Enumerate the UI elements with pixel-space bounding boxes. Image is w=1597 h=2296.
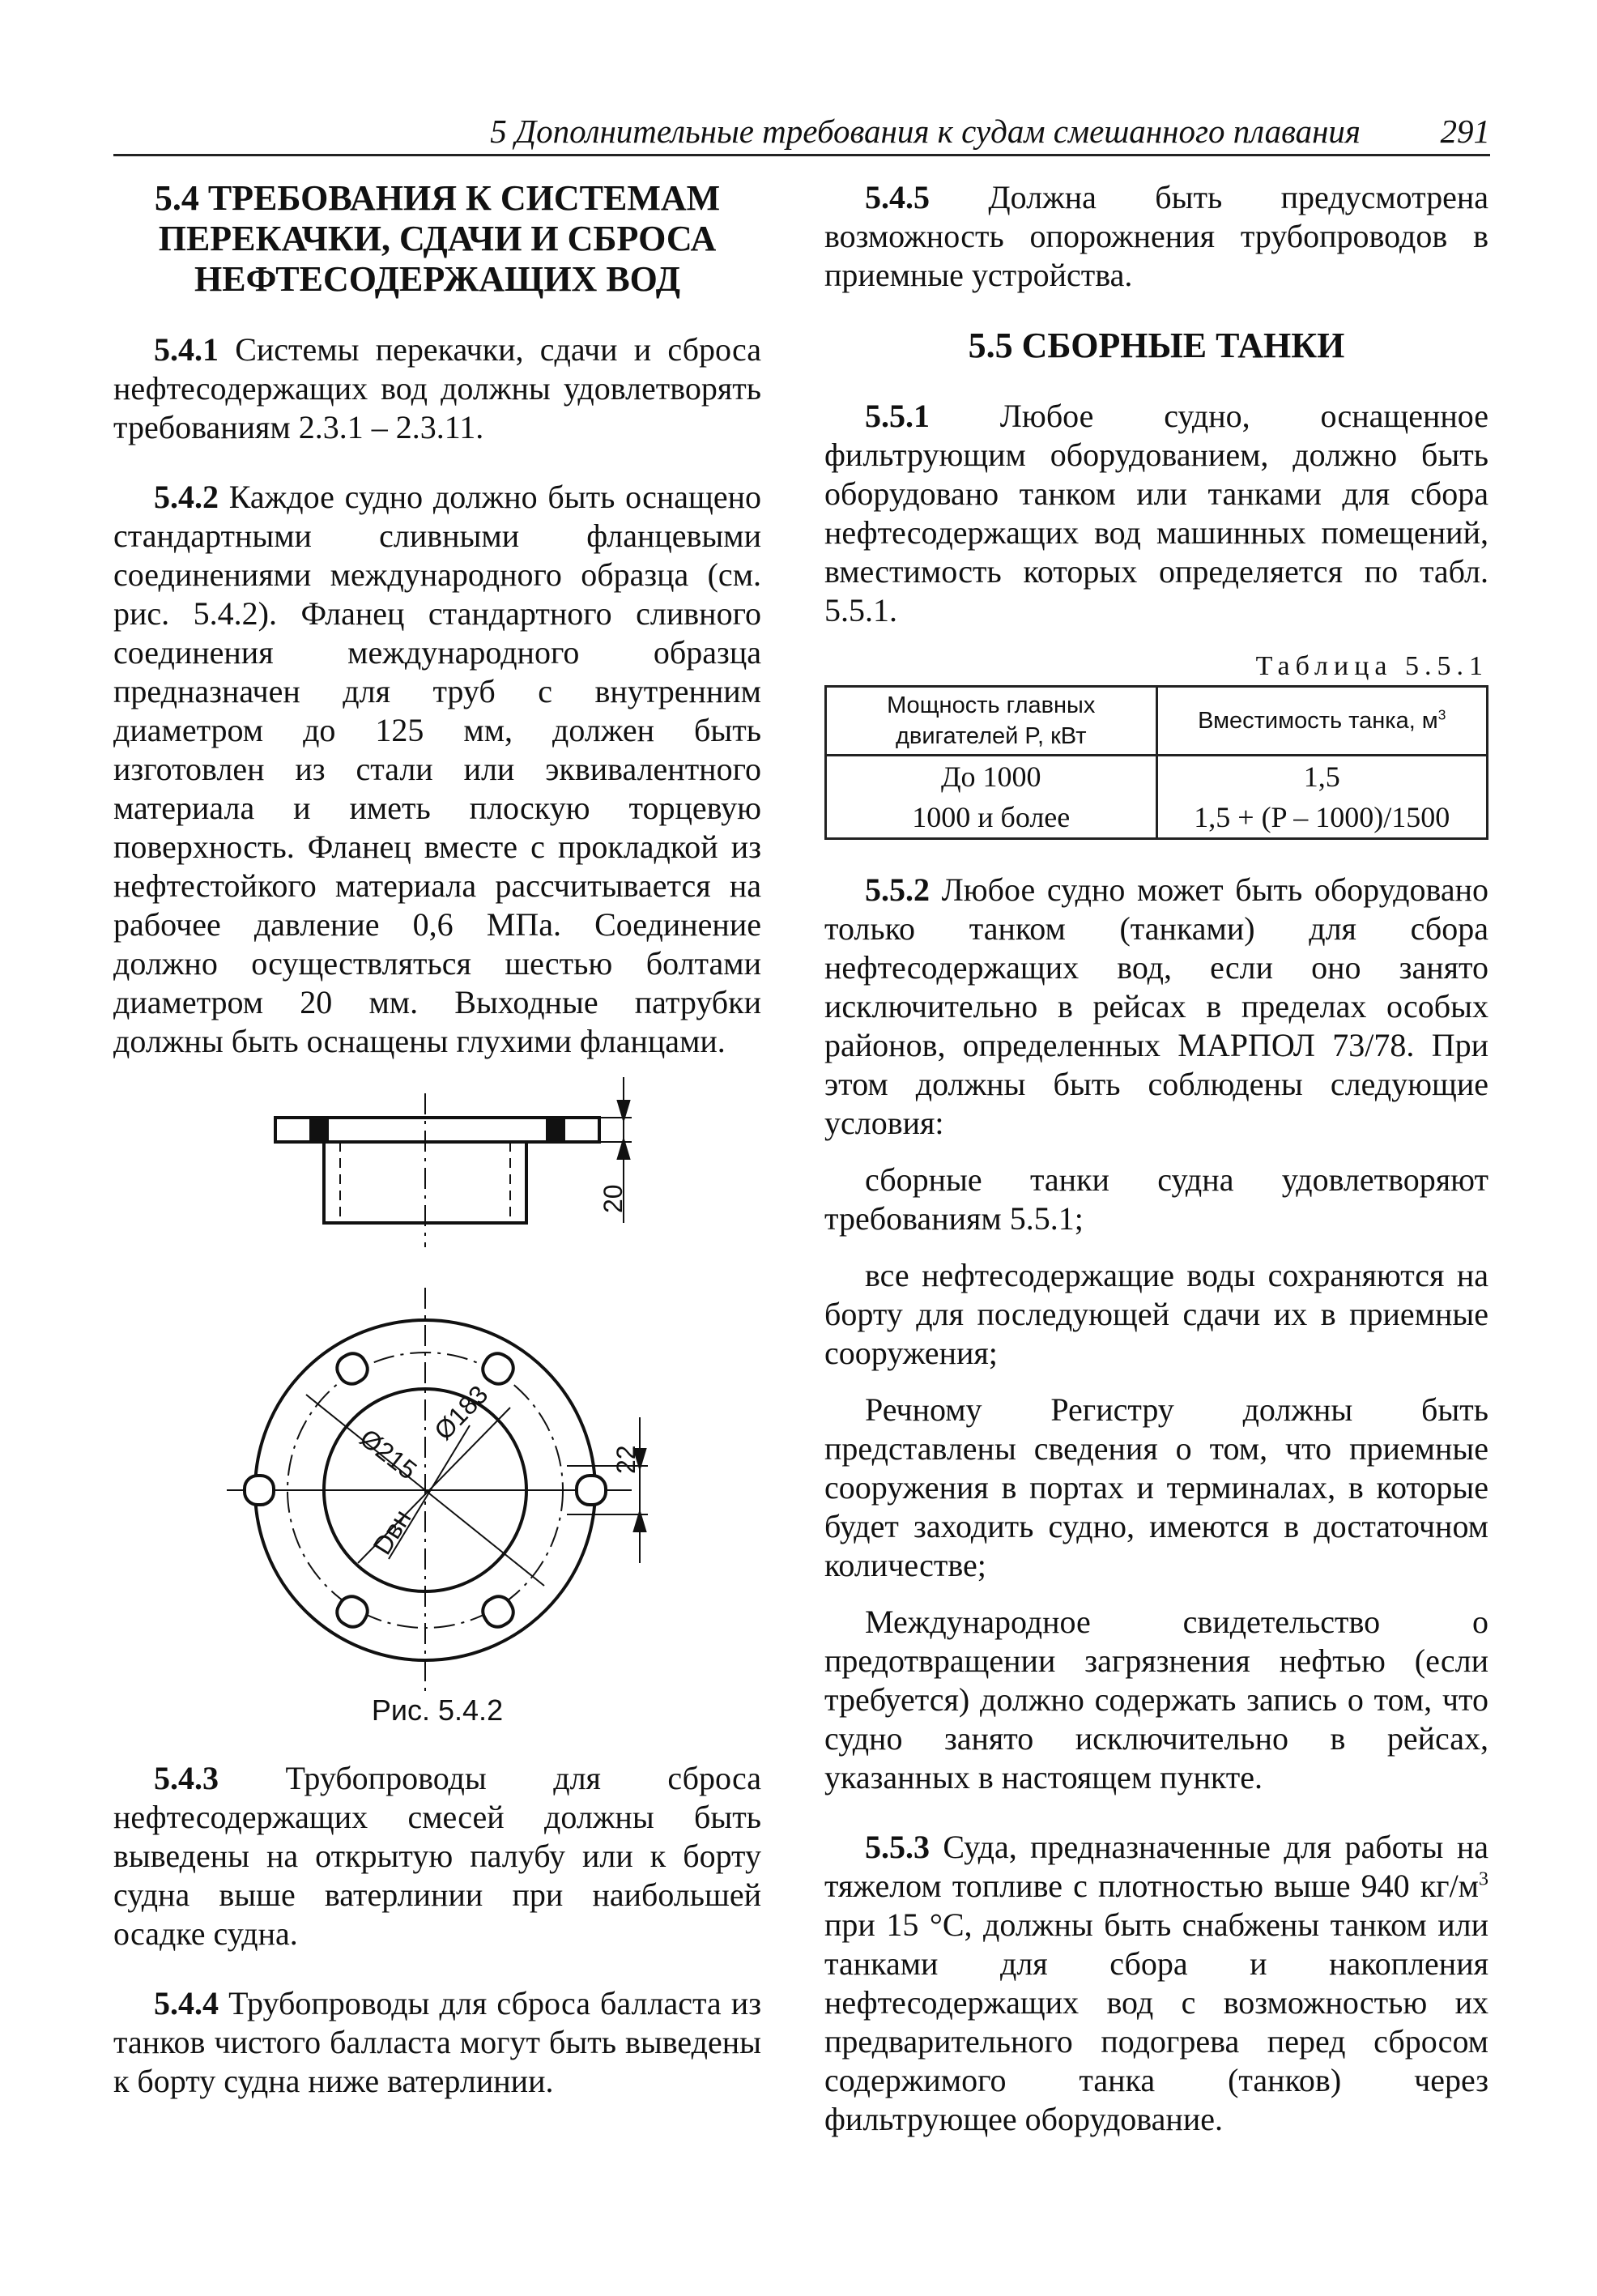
paragraph-text: Каждое судно должно быть оснащено стандартными сливными фланцевыми соединениями международного образца (см. рис. 5.4.2). Фланец стандартного сливного соединения международного образца предназначен для труб с внутренним диаметром до 125 мм, должен быть изготовлен из стали или эквивалентного материала и иметь плоскую торцевую поверхность. Фланец вместе с прокладкой из нефтестойкого материала рассчитывается на рабочее давление 0,6 МПа. Соединение должно осуществляться шестью болтами диаметром 20 мм. Выходные патрубки должны быть оснащены глухими фланцами. bbox=[113, 479, 761, 1059]
table-cell-capacity: 1,5 bbox=[1156, 756, 1488, 798]
dim-arrow bbox=[635, 1514, 645, 1531]
table-header-capacity bbox=[1156, 687, 1488, 756]
dim-arrow bbox=[619, 1142, 628, 1158]
tank-capacity-table bbox=[824, 685, 1488, 840]
paragraph-number: 5.4.2 bbox=[154, 479, 219, 515]
paragraph-number: 5.4.1 bbox=[154, 331, 219, 368]
dim-bolt-circle-label: Ø183 bbox=[428, 1379, 494, 1446]
section-heading-5-5: 5.5 СБОРНЫЕ ТАНКИ bbox=[968, 326, 1345, 365]
bolt-slot bbox=[332, 1348, 372, 1388]
paragraph-text: Суда, предназначенные для работы на тяжелом топливе с плотностью выше 940 кг/м bbox=[824, 1829, 1488, 1904]
dim-slot-label: 22 bbox=[611, 1445, 641, 1474]
paragraph-5-4-5 bbox=[824, 178, 1488, 295]
paragraph-5-5-3 bbox=[824, 1828, 1488, 2139]
header-title: 5 Дополнительные требования к судам смешанного плавания bbox=[490, 113, 1361, 150]
paragraph-5-4-3 bbox=[113, 1759, 761, 1953]
bolt-slot bbox=[245, 1476, 274, 1505]
paragraph-number: 5.5.1 bbox=[865, 398, 930, 434]
paragraph-text: Должна быть предусмотрена возможность опорожнения трубопроводов в приемные устройства. bbox=[824, 179, 1488, 293]
page-number: 291 bbox=[1440, 113, 1490, 150]
header-superscript: 3 bbox=[1437, 706, 1446, 723]
bolt-slot bbox=[478, 1348, 517, 1388]
paragraph-5-4-4 bbox=[113, 1984, 761, 2101]
header-text: Вместимость танка, м bbox=[1198, 708, 1438, 734]
flange-figure bbox=[113, 1061, 761, 1728]
bolt-hole-side-right bbox=[547, 1118, 564, 1142]
paragraph-5-4-2 bbox=[113, 478, 761, 1061]
dim-thickness-label: 20 bbox=[598, 1184, 628, 1213]
paragraph-5-4-1 bbox=[113, 330, 761, 447]
bolt-hole-side-left bbox=[311, 1118, 327, 1142]
paragraph-text: Любое судно может быть оборудовано только танком (танками) для сбора нефтесодержащих вод, если оно занято исключительно в рейсах в пределах особых районов, определенных МАРПОЛ 73/78. При этом должны быть соблюдены следующие условия: bbox=[824, 871, 1488, 1141]
flange-drawing bbox=[113, 1061, 761, 1693]
dim-arrow bbox=[619, 1101, 628, 1118]
section-heading-5-4: 5.4 ТРЕБОВАНИЯ К СИСТЕМАМ ПЕРЕКАЧКИ, СДАЧИ И СБРОСА НЕФТЕСОДЕРЖАЩИХ ВОД bbox=[154, 178, 721, 299]
figure-caption: Рис. 5.4.2 bbox=[371, 1693, 504, 1727]
paragraph-number: 5.4.4 bbox=[154, 1985, 219, 2021]
dim-outer-diameter-label: Ø215 bbox=[354, 1423, 423, 1485]
table-cell-power: До 1000 bbox=[826, 756, 1157, 798]
table-header-power: Мощность главных двигателей P, кВт bbox=[826, 687, 1157, 756]
paragraph-5-5-2 bbox=[824, 871, 1488, 1143]
table-header-row bbox=[826, 687, 1488, 756]
table-title: Таблица 5.5.1 bbox=[1255, 651, 1488, 681]
table-cell-capacity: 1,5 + (P – 1000)/1500 bbox=[1156, 797, 1488, 839]
paragraph-text: Системы перекачки, сдачи и сброса нефтесодержащих вод должны удовлетворять требованиям 2.3.1 – 2.3.11. bbox=[113, 331, 761, 445]
paragraph-text: Трубопроводы для сброса нефтесодержащих смесей должны быть выведены на открытую палубу или к борту судна выше ватерлинии при наибольшей осадке судна. bbox=[113, 1760, 761, 1952]
dim-inner-diameter-label: Dвн bbox=[367, 1504, 417, 1560]
paragraph-number: 5.4.3 bbox=[154, 1760, 219, 1796]
condition-2: все нефтесодержащие воды сохраняются на борту для последующей сдачи их в приемные сооружения; bbox=[824, 1257, 1488, 1371]
paragraph-text: Трубопроводы для сброса балласта из танков чистого балласта могут быть выведены к борту судна ниже ватерлинии. bbox=[113, 1985, 761, 2099]
paragraph-number: 5.5.3 bbox=[865, 1829, 930, 1865]
right-column bbox=[824, 178, 1488, 2139]
condition-4: Международное свидетельство о предотвращении загрязнения нефтью (если требуется) должно содержать запись о том, что судно занято исключительно в рейсах, указанных в настоящем пункте. bbox=[824, 1604, 1488, 1795]
paragraph-number: 5.4.5 bbox=[865, 179, 930, 215]
paragraph-5-5-1 bbox=[824, 397, 1488, 630]
table-cell-power: 1000 и более bbox=[826, 797, 1157, 839]
running-header bbox=[113, 102, 1490, 156]
paragraph-text: Любое судно, оснащенное фильтрующим оборудованием, должно быть оборудовано танком или танками для сбора нефтесодержащих вод машинных помещений, вместимость которых определяется по табл. 5.5.1. bbox=[824, 398, 1488, 628]
bolt-slot bbox=[577, 1476, 606, 1505]
table-row bbox=[826, 756, 1488, 798]
condition-3: Речному Регистру должны быть представлены сведения о том, что приемные сооружения в портах и терминалах, в которые будет заходить судно, имеются в достаточном количестве; bbox=[824, 1391, 1488, 1583]
paragraph-text: при 15 °С, должны быть снабжены танком или танками для сбора и накопления нефтесодержащих вод с возможностью их предварительного подогрева перед сбросом содержимого танка (танков) через фильтрующее оборудование. bbox=[824, 1906, 1488, 2137]
left-column bbox=[113, 178, 761, 2101]
superscript: 3 bbox=[1479, 1868, 1488, 1890]
condition-1: сборные танки судна удовлетворяют требованиям 5.5.1; bbox=[824, 1161, 1488, 1237]
table-row bbox=[826, 797, 1488, 839]
paragraph-number: 5.5.2 bbox=[865, 871, 930, 908]
